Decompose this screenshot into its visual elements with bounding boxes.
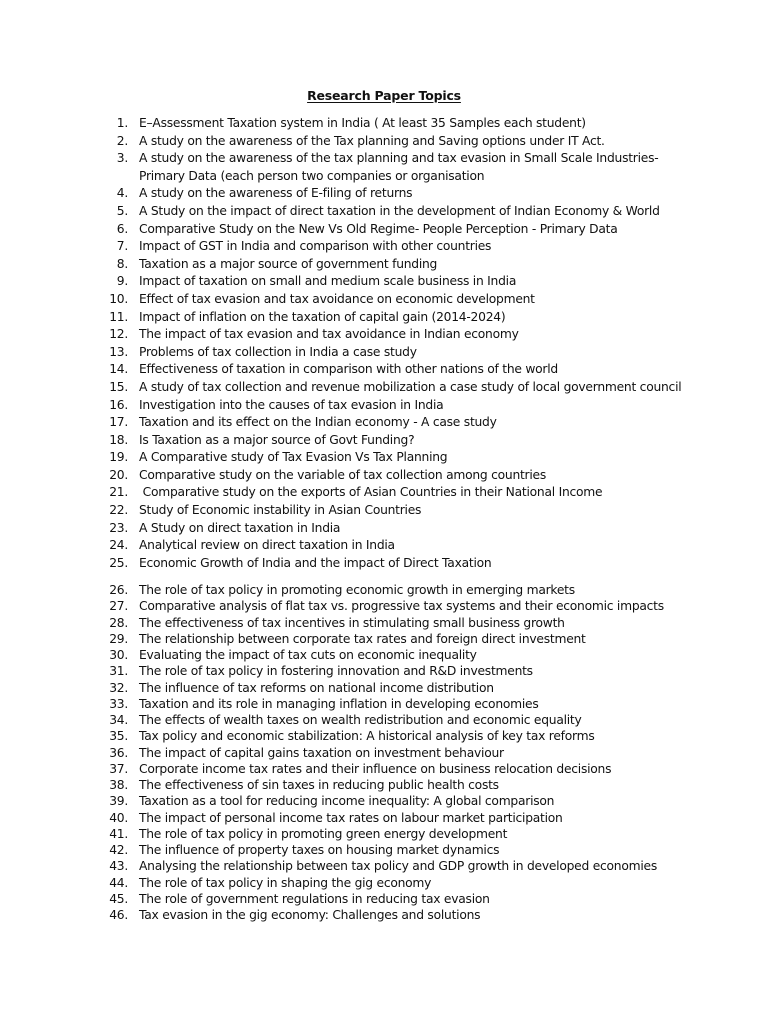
list-item-number: 15. — [109, 379, 128, 394]
list-item — [0, 728, 768, 744]
list-item-text-line: A study of tax collection and revenue mobilization a case study of local government council — [139, 379, 682, 394]
list-item-number: 41. — [109, 826, 128, 841]
list-item-number: 11. — [109, 309, 128, 324]
list-item-text — [139, 414, 497, 432]
list-item-text — [139, 256, 437, 274]
list-item-number: 12. — [109, 327, 128, 342]
list-item-text-line: Tax evasion in the gig economy: Challenges and solutions — [139, 908, 481, 922]
list-item-text-line: Is Taxation as a major source of Govt Funding? — [139, 432, 415, 447]
list-item-text-line: Economic Growth of India and the impact of Direct Taxation — [139, 555, 492, 570]
list-item — [0, 520, 768, 538]
list-item-number: 36. — [109, 745, 128, 760]
list-item-number: 5. — [116, 203, 128, 218]
list-item-text-line: The effects of wealth taxes on wealth redistribution and economic equality — [139, 713, 582, 727]
list-item-number: 10. — [109, 291, 128, 306]
list-item — [0, 793, 768, 809]
list-item — [0, 150, 768, 185]
list-item-text-line: The role of government regulations in reducing tax evasion — [139, 891, 490, 906]
list-item-number: 16. — [109, 397, 128, 412]
list-item — [0, 397, 768, 415]
list-item-text — [139, 598, 664, 614]
list-item-text — [139, 432, 414, 450]
topic-list-part2 — [0, 582, 768, 923]
list-item — [0, 273, 768, 291]
list-item-number: 20. — [109, 467, 128, 482]
list-item-text — [139, 826, 507, 842]
list-item-number: 6. — [116, 221, 128, 236]
list-item-text — [139, 379, 681, 397]
list-item-number: 14. — [109, 362, 128, 377]
list-item-text — [139, 631, 586, 647]
list-item-number: 27. — [109, 599, 128, 614]
list-item-number: 39. — [109, 794, 128, 809]
list-item-text-line: The influence of property taxes on housing market dynamics — [139, 843, 500, 857]
list-item-text — [139, 344, 417, 362]
list-item — [0, 537, 768, 555]
list-item-number: 23. — [109, 520, 128, 535]
list-item — [0, 680, 768, 696]
list-item-text-line: Taxation as a tool for reducing income inequality: A global comparison — [139, 794, 555, 809]
list-item-text — [139, 326, 519, 344]
list-item — [0, 907, 768, 923]
list-item-text — [139, 502, 421, 520]
list-item-text — [139, 467, 546, 485]
list-item — [0, 502, 768, 520]
list-item-number: 3. — [116, 151, 128, 166]
list-item-text-line: Impact of taxation on small and medium scale business in India — [139, 274, 517, 289]
list-item-text — [139, 133, 605, 151]
list-item-text — [139, 537, 395, 555]
list-item-text-line: A Study on the impact of direct taxation in the development of Indian Economy & World — [139, 203, 660, 218]
list-item-text — [139, 150, 658, 185]
list-item — [0, 555, 768, 573]
page-title: Research Paper Topics — [307, 88, 461, 103]
list-item-number: 40. — [109, 810, 128, 825]
list-item-text-line: The role of tax policy in promoting green energy development — [139, 826, 508, 841]
list-item — [0, 826, 768, 842]
list-item-number: 46. — [109, 908, 128, 922]
list-item — [0, 361, 768, 379]
list-item-number: 34. — [109, 713, 128, 727]
list-item-text-line: E–Assessment Taxation system in India ( At least 35 Samples each student) — [139, 116, 586, 130]
list-item-text — [139, 858, 657, 874]
list-item — [0, 615, 768, 631]
list-item-text-line: Analytical review on direct taxation in India — [139, 538, 395, 553]
list-item-text-line: A Comparative study of Tax Evasion Vs Tax Planning — [139, 450, 448, 465]
list-item — [0, 875, 768, 891]
list-item — [0, 891, 768, 907]
list-item-number: 30. — [109, 648, 128, 662]
list-item-number: 2. — [116, 133, 128, 148]
list-item-text-line: Study of Economic instability in Asian Countries — [139, 503, 422, 518]
list-item-text-line: A study on the awareness of the tax planning and tax evasion in Small Scale Industries- — [139, 151, 659, 166]
list-item-number: 9. — [116, 274, 128, 289]
list-item — [0, 582, 768, 598]
list-item-text-line: Comparative Study on the New Vs Old Regime- People Perception - Primary Data — [139, 221, 618, 236]
list-item-number: 18. — [109, 432, 128, 447]
list-item-text-line: Impact of inflation on the taxation of capital gain (2014-2024) — [139, 309, 506, 324]
topic-list-part1 — [0, 115, 768, 572]
list-item-text-line: Taxation and its role in managing inflation in developing economies — [139, 696, 539, 711]
list-item-number: 43. — [109, 859, 128, 874]
list-item — [0, 344, 768, 362]
list-item-number: 19. — [109, 450, 128, 465]
list-item — [0, 761, 768, 777]
list-item — [0, 256, 768, 274]
list-item-text — [139, 810, 563, 826]
list-item-number: 8. — [116, 256, 128, 271]
list-item-text-line: The role of tax policy in fostering innovation and R&D investments — [139, 664, 533, 679]
list-item-text — [139, 291, 535, 309]
list-item-text-line: The impact of personal income tax rates on labour market participation — [139, 810, 563, 825]
list-item-text — [139, 842, 499, 858]
list-item — [0, 631, 768, 647]
list-item-text — [139, 745, 504, 761]
list-item-number: 33. — [109, 696, 128, 711]
list-item-number: 4. — [116, 186, 128, 201]
list-item-text — [139, 185, 412, 203]
list-item-text-line: Analysing the relationship between tax policy and GDP growth in developed economies — [139, 859, 657, 874]
list-item-text-line: Comparative analysis of flat tax vs. progressive tax systems and their economic impacts — [139, 599, 664, 614]
list-item — [0, 238, 768, 256]
list-item-text — [139, 728, 595, 744]
list-item — [0, 467, 768, 485]
list-item-text — [139, 615, 565, 631]
list-item-number: 38. — [109, 778, 128, 792]
list-item-text — [139, 520, 340, 538]
list-item — [0, 291, 768, 309]
list-item — [0, 326, 768, 344]
list-item-number: 44. — [109, 875, 128, 890]
list-item-number: 45. — [109, 891, 128, 906]
list-item-text — [139, 712, 582, 728]
list-item-text — [139, 761, 611, 777]
list-item-number: 26. — [109, 583, 128, 597]
list-item-text — [139, 273, 516, 291]
list-item-number: 21. — [109, 485, 128, 500]
list-item-text-line: Primary Data (each person two companies or organisation — [139, 168, 485, 183]
list-item-text — [139, 221, 618, 239]
list-item-text-line: Corporate income tax rates and their influence on business relocation decisions — [139, 761, 612, 776]
list-item — [0, 712, 768, 728]
list-item-text — [139, 397, 443, 415]
list-item — [0, 745, 768, 761]
list-item-text — [139, 875, 431, 891]
list-item — [0, 185, 768, 203]
list-item-number: 25. — [109, 555, 128, 570]
list-item-number: 28. — [109, 615, 128, 630]
list-item — [0, 858, 768, 874]
list-item — [0, 663, 768, 679]
list-item-text — [139, 203, 660, 221]
list-item — [0, 432, 768, 450]
list-item-text — [139, 793, 554, 809]
list-item — [0, 598, 768, 614]
list-item — [0, 647, 768, 663]
list-item-text — [139, 907, 480, 923]
list-item-number: 13. — [109, 344, 128, 359]
list-item-text — [139, 484, 602, 502]
list-item — [0, 449, 768, 467]
list-item-number: 31. — [109, 664, 128, 679]
list-item-text-line: A study on the awareness of the Tax planning and Saving options under IT Act. — [139, 133, 605, 148]
list-item-number: 22. — [109, 503, 128, 518]
list-item-number: 29. — [109, 631, 128, 646]
list-item-text-line: Evaluating the impact of tax cuts on economic inequality — [139, 648, 477, 662]
list-item-text-line: The role of tax policy in promoting economic growth in emerging markets — [139, 583, 575, 597]
list-item-text — [139, 777, 499, 793]
list-item-text-line: Comparative study on the variable of tax collection among countries — [139, 467, 547, 482]
list-item — [0, 842, 768, 858]
list-item — [0, 203, 768, 221]
list-item-text-line: Taxation as a major source of government funding — [139, 256, 438, 271]
list-item — [0, 484, 768, 502]
list-item — [0, 133, 768, 151]
list-item — [0, 414, 768, 432]
list-item-text — [139, 891, 490, 907]
list-item-text — [139, 582, 575, 598]
list-item-number: 32. — [109, 680, 128, 695]
list-item-text-line: The influence of tax reforms on national income distribution — [139, 680, 494, 695]
list-item-text-line: The relationship between corporate tax rates and foreign direct investment — [139, 631, 586, 646]
list-item-number: 42. — [109, 843, 128, 857]
list-item-text-line: Tax policy and economic stabilization: A historical analysis of key tax reforms — [139, 729, 595, 744]
list-item-text — [139, 696, 539, 712]
list-item-text-line: The impact of tax evasion and tax avoidance in Indian economy — [139, 327, 519, 342]
list-item-text-line: A Study on direct taxation in India — [139, 520, 341, 535]
list-item-text-line: Problems of tax collection in India a case study — [139, 344, 417, 359]
list-item-number: 7. — [116, 239, 128, 254]
list-item-text — [139, 238, 491, 256]
list-item — [0, 810, 768, 826]
list-item-text — [139, 115, 586, 133]
list-item — [0, 379, 768, 397]
list-item-text — [139, 647, 477, 663]
list-item-text-line: Effectiveness of taxation in comparison with other nations of the world — [139, 362, 558, 377]
list-item — [0, 696, 768, 712]
list-item-text — [139, 555, 491, 573]
list-item-text-line: Comparative study on the exports of Asian Countries in their National Income — [139, 485, 603, 500]
list-item-text — [139, 663, 533, 679]
list-item-text-line: Taxation and its effect on the Indian economy - A case study — [139, 415, 497, 430]
list-item-text — [139, 361, 558, 379]
list-item-text-line: The role of tax policy in shaping the gig economy — [139, 875, 432, 890]
list-item-number: 35. — [109, 729, 128, 744]
list-item-number: 1. — [116, 116, 128, 130]
list-item — [0, 115, 768, 133]
list-item-text — [139, 309, 505, 327]
list-item-text-line: Investigation into the causes of tax evasion in India — [139, 397, 444, 412]
list-item — [0, 309, 768, 327]
list-item — [0, 221, 768, 239]
list-item-text-line: Impact of GST in India and comparison with other countries — [139, 239, 492, 254]
list-item-text-line: The effectiveness of tax incentives in stimulating small business growth — [139, 615, 565, 630]
list-item-text-line: The effectiveness of sin taxes in reducing public health costs — [139, 778, 499, 792]
list-item — [0, 777, 768, 793]
list-item-text — [139, 680, 494, 696]
list-item-number: 24. — [109, 538, 128, 553]
list-item-number: 17. — [109, 415, 128, 430]
list-item-text — [139, 449, 447, 467]
list-item-text-line: The impact of capital gains taxation on investment behaviour — [139, 745, 504, 760]
list-item-text-line: Effect of tax evasion and tax avoidance on economic development — [139, 291, 535, 306]
list-item-number: 37. — [109, 761, 128, 776]
list-item-text-line: A study on the awareness of E-filing of returns — [139, 186, 413, 201]
